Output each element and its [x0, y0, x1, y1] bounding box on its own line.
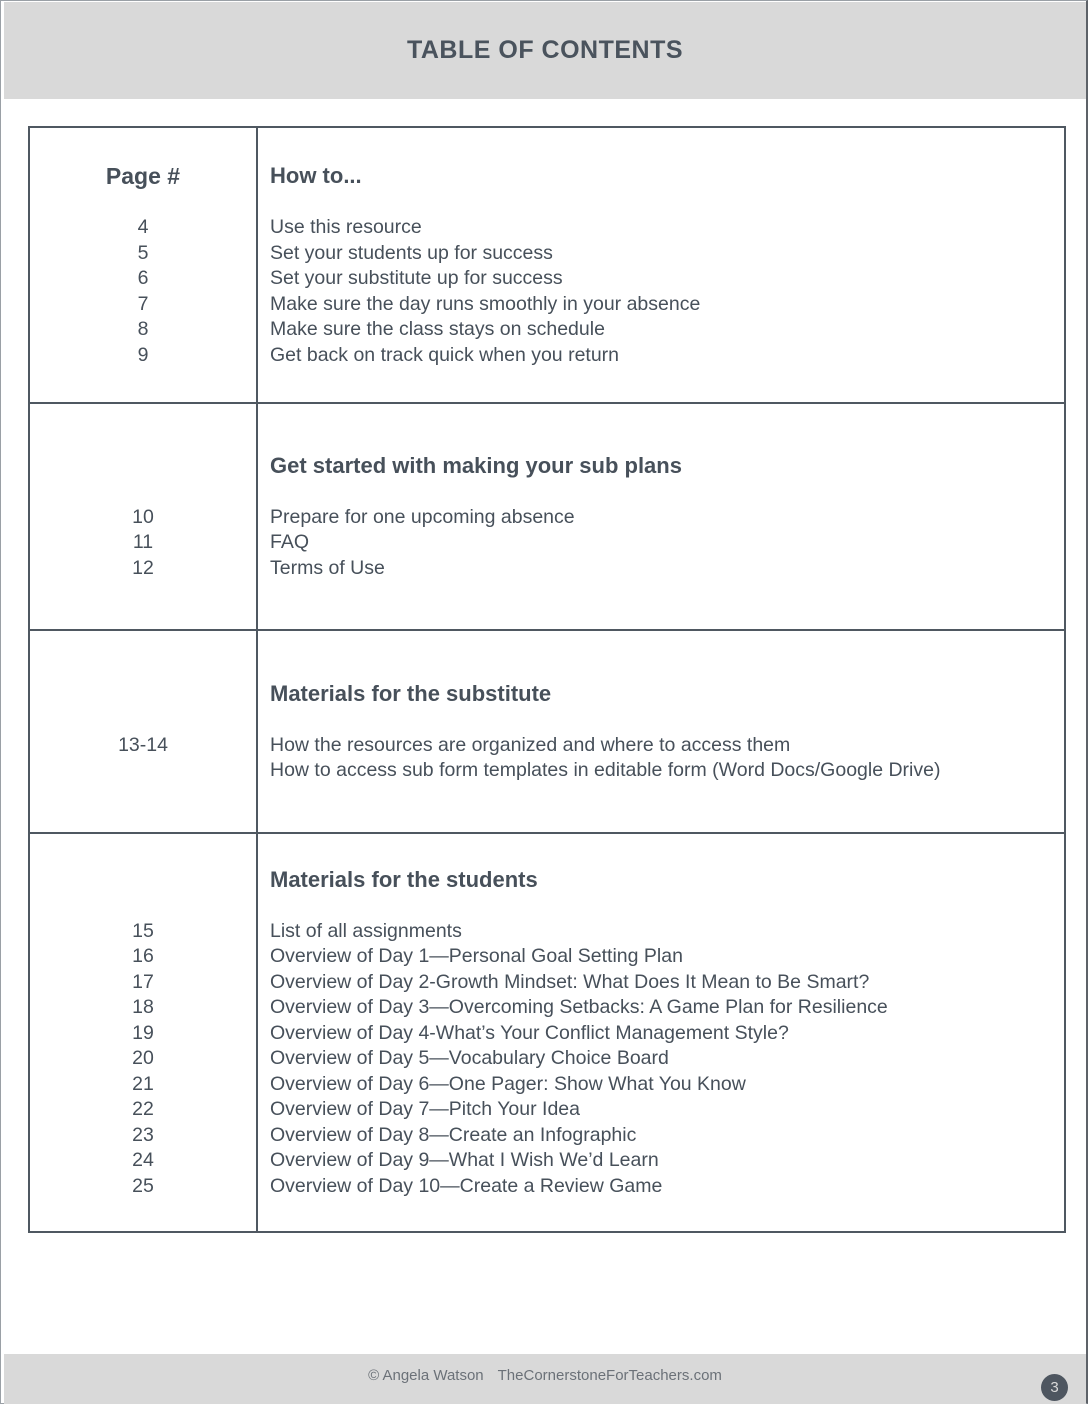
page-number: 12: [132, 556, 154, 579]
section-title: Materials for the students: [270, 866, 538, 892]
toc-entry: Terms of Use: [270, 556, 385, 579]
page-number: 16: [132, 945, 154, 968]
page-number-badge: 3: [1041, 1374, 1068, 1401]
page-number: 15: [132, 919, 154, 942]
toc-entry: Make sure the class stays on schedule: [270, 318, 605, 340]
page-number-list: [30, 733, 256, 759]
page-number: 6: [137, 267, 149, 289]
item-list: [270, 505, 1064, 582]
page-number: 17: [132, 970, 154, 993]
item-list: [270, 919, 1064, 1200]
toc-entry: Use this resource: [270, 216, 422, 238]
footer-website: TheCornerstoneForTeachers.com: [497, 1367, 722, 1384]
page-title: TABLE OF CONTENTS: [406, 36, 684, 64]
toc-section-students: [29, 833, 1065, 1232]
toc-entry: Overview of Day 1—Personal Goal Setting Plan: [270, 945, 683, 968]
page-number-list: [30, 215, 256, 368]
toc-entry: Overview of Day 6—One Pager: Show What You Know: [270, 1072, 746, 1095]
page-number: 11: [132, 531, 154, 554]
page-number: 13-14: [118, 733, 168, 756]
toc-entry: How to access sub form templates in editable form (Word Docs/Google Drive): [270, 759, 941, 781]
pages-cell: [29, 127, 257, 403]
toc-entry: How the resources are organized and where to access them: [270, 733, 791, 756]
toc-entry: Overview of Day 10—Create a Review Game: [270, 1174, 663, 1197]
toc-entry: Overview of Day 9—What I Wish We’d Learn: [270, 1149, 659, 1172]
toc-section-get-started: [29, 403, 1065, 630]
toc-entry: Set your substitute up for success: [270, 267, 563, 289]
toc-entry: Prepare for one upcoming absence: [270, 505, 575, 528]
toc-entry: Overview of Day 2-Growth Mindset: What Does It Mean to Be Smart?: [270, 970, 870, 993]
page-number: 8: [137, 318, 149, 340]
toc-entry: Make sure the day runs smoothly in your absence: [270, 292, 701, 315]
content-cell: [257, 833, 1065, 1232]
page-number: 10: [132, 505, 154, 528]
section-title: Get started with making your sub plans: [270, 452, 682, 478]
toc-entry: List of all assignments: [270, 919, 462, 942]
page-number-list: [30, 505, 256, 582]
toc-section-substitute: [29, 630, 1065, 833]
toc-entry: Overview of Day 4-What’s Your Conflict Management Style?: [270, 1021, 789, 1044]
toc-entry: Get back on track quick when you return: [270, 343, 620, 366]
toc-entry: Overview of Day 8—Create an Infographic: [270, 1123, 637, 1146]
content-cell: [257, 127, 1065, 403]
page-number: 24: [132, 1149, 154, 1172]
footer-banner: [4, 1354, 1086, 1404]
content-cell: [257, 403, 1065, 630]
header-banner: [4, 2, 1086, 99]
toc-entry: Set your students up for success: [270, 241, 553, 264]
content-cell: [257, 630, 1065, 833]
page-number: 18: [132, 996, 154, 1019]
page-number: 9: [137, 343, 149, 366]
footer-author: © Angela Watson: [368, 1367, 484, 1384]
page-number: 4: [137, 216, 149, 238]
item-list: [270, 215, 1064, 368]
page-number: 21: [132, 1072, 154, 1095]
page-number: 23: [132, 1123, 154, 1146]
page-number-list: [30, 919, 256, 1200]
footer-credit: [4, 1367, 1086, 1384]
page-number: 19: [132, 1021, 154, 1044]
page-number: 25: [132, 1174, 154, 1197]
toc-entry: FAQ: [270, 531, 310, 554]
page-number: 20: [132, 1047, 154, 1070]
pages-cell: [29, 630, 257, 833]
page-number: 7: [137, 292, 149, 315]
item-list: [270, 733, 1064, 784]
page-number-header: Page #: [105, 163, 181, 189]
toc-section-how-to: [29, 127, 1065, 403]
pages-cell: [29, 403, 257, 630]
page-number: 5: [137, 241, 149, 264]
toc-table: [28, 126, 1066, 1233]
section-title: Materials for the substitute: [270, 680, 552, 706]
pages-cell: [29, 833, 257, 1232]
toc-entry: Overview of Day 7—Pitch Your Idea: [270, 1098, 580, 1121]
section-title: How to...: [270, 163, 362, 188]
toc-entry: Overview of Day 5—Vocabulary Choice Board: [270, 1047, 669, 1070]
toc-entry: Overview of Day 3—Overcoming Setbacks: A Game Plan for Resilience: [270, 996, 888, 1019]
page-number: 22: [132, 1098, 154, 1121]
